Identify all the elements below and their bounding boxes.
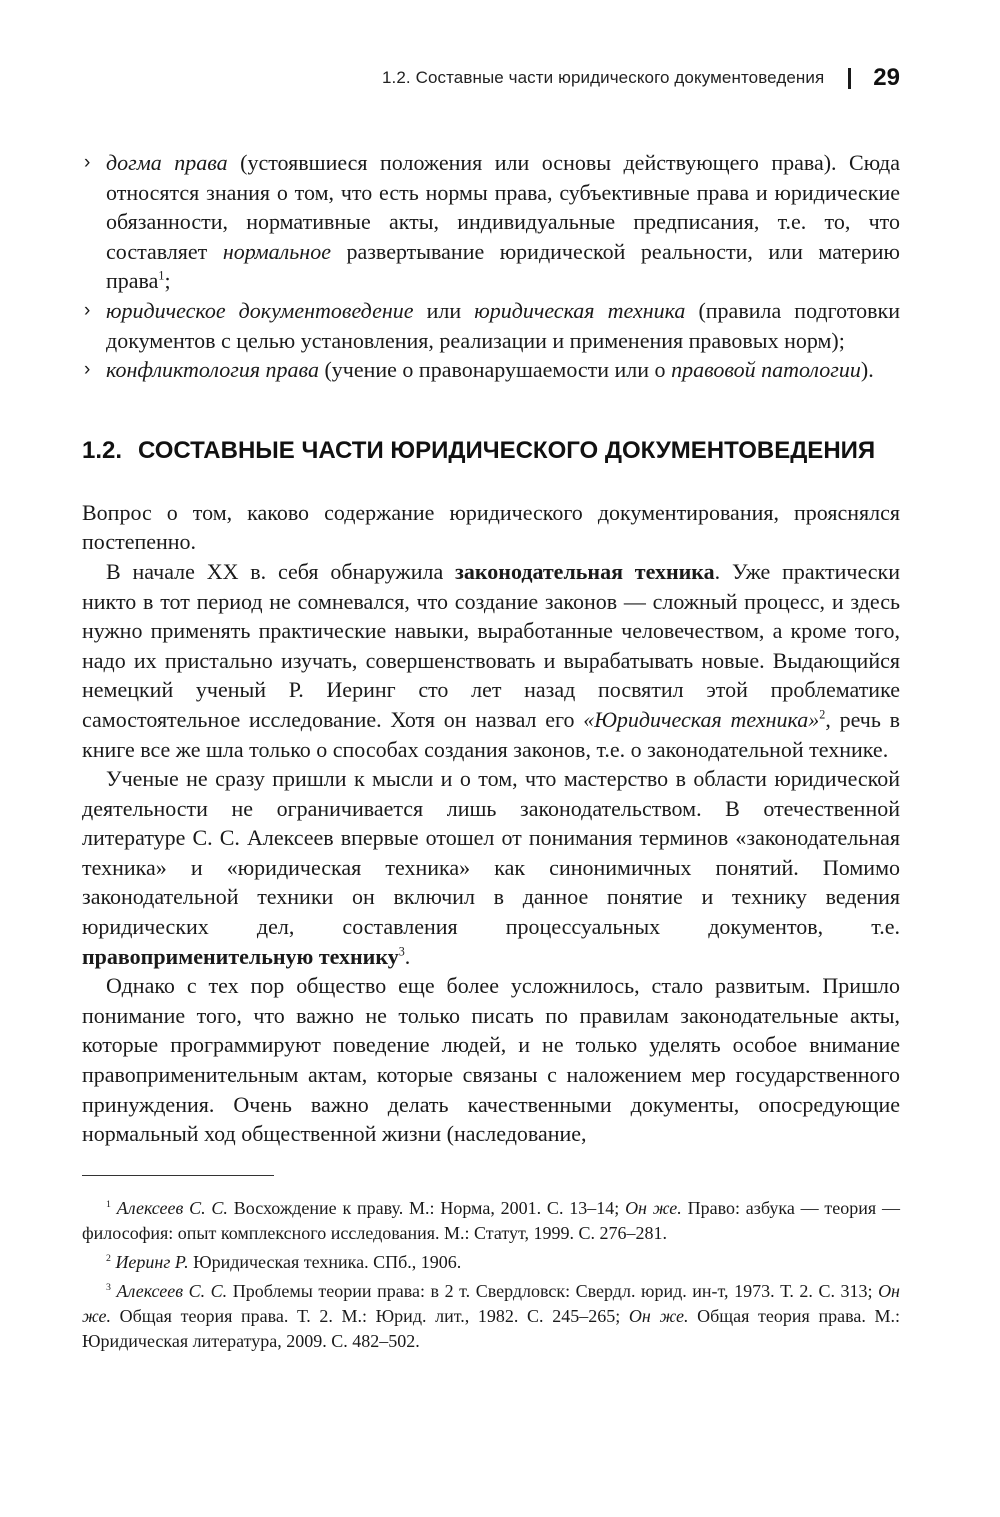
term-italic: конфликтология права [106, 357, 319, 383]
running-head-title: 1.2. Составные части юридического документоведения [382, 68, 825, 87]
list-item [82, 296, 900, 355]
footnote-ref[interactable]: 1 [158, 269, 165, 284]
section-heading [82, 433, 900, 468]
paragraph-text: В начале XX в. себя обнаружила [106, 558, 456, 584]
italic-title: «Юридическая техника» [583, 706, 820, 732]
bullet-marker: › [84, 152, 91, 173]
footnote-text: Право: азбука — теория — философия: опыт комплексного исследования. М.: Статут, 1999. С. 276–281. [82, 1197, 900, 1243]
page-number: 29 [873, 64, 900, 91]
bullet-list [82, 148, 900, 385]
author-italic: Иеринг Р. [115, 1251, 189, 1272]
paragraph-text: . Уже практически никто в тот период не сомневался, что создание законов — сложный процесс, и здесь нужно применять практические навыки, выработанные человечеством, а кроме того, надо их пристально изучать, совершенствовать и вырабатывать новые. Выдающийся немецкий ученый Р. Иеринг сто лет назад посвятил этой проблематике самостоятельное исследование. Хотя он назвал его [82, 558, 901, 732]
footnote-divider [82, 1175, 274, 1176]
term-italic: юридическая техника [474, 297, 686, 323]
term-italic: правовой патологии [671, 357, 861, 383]
footnote-text: Восхождение к праву. М.: Норма, 2001. С. 13–14; [227, 1197, 626, 1218]
footnotes [82, 1196, 900, 1354]
running-head-divider [848, 68, 851, 89]
footnote-number: 2 [106, 1252, 111, 1264]
list-item [82, 148, 900, 296]
item-text: (учение о правонарушаемости или о [318, 357, 672, 383]
bold-term: правоприменительную технику [82, 943, 399, 969]
page-body [82, 148, 900, 1358]
footnote [82, 1279, 900, 1354]
list-item [82, 355, 900, 385]
author-italic: Алексеев С. С. [116, 1197, 228, 1218]
footnote-number: 3 [106, 1281, 111, 1293]
item-text: ). [860, 357, 874, 383]
term-italic: догма права [106, 150, 228, 175]
footnote-ref[interactable]: 2 [819, 707, 826, 722]
paragraph-text: Ученые не сразу пришли к мысли и о том, что мастерство в области юридической деятельности не ограничивается лишь законодательством. В отечественной литературе С. С. Алексеев впервые отошел от понимания терминов «законодательная техника» и «юридическая техника» как синонимичных понятий. Помимо законодательной техники он включил в данное понятие и технику ведения юридических дел, составления процессуальных документов, т.е. [82, 766, 900, 940]
paragraph: Вопрос о том, каково содержание юридического документирования, прояснялся постепенно. [82, 499, 900, 555]
footnote-text: Проблемы теории права: в 2 т. Свердловск: Свердл. юрид. ин-т, 1973. Т. 2. С. 313; [227, 1280, 879, 1301]
term-italic: юридическое документоведение [106, 297, 414, 323]
item-text: (правила подготовки документов с целью установления, реализации и применения правовых норм); [106, 297, 900, 353]
item-text: (устоявшиеся положения или основы действующего права). Сюда относятся знания о том, что есть нормы права, субъективные права и юридические обязанности, нормативные акты, индивидуальные предписания, т.е. то, что составляет [106, 150, 900, 264]
footnote-text: Общая теория права. Т. 2. М.: Юрид. лит., 1982. С. 245–265; [111, 1305, 629, 1326]
item-text: развертывание юридической реальности, или материю права [106, 238, 900, 294]
bullet-marker: › [84, 299, 91, 321]
item-text: ; [164, 268, 171, 294]
item-text: или [413, 297, 475, 323]
paragraph [82, 764, 900, 971]
paragraph: Однако с тех пор общество еще более усложнилось, стало развитым. Пришло понимание того, что важно не только писать по правилам законодательные акты, которые программируют поведение людей, и не только уделять особое внимание правоприменительным актам, которые связаны с наложением мер государственного принуждения. Очень важно делать качественными документы, опосредующие нормальный ход общественной жизни (наследование, [82, 973, 900, 1147]
running-head [382, 58, 900, 98]
footnote-text: Юридическая техника. СПб., 1906. [188, 1251, 462, 1272]
author-italic: Он же. [625, 1197, 682, 1218]
bold-term: законодательная техника [455, 558, 715, 584]
footnote-text: Общая теория права. М.: Юридическая литература, 2009. С. 482–502. [82, 1305, 900, 1351]
footnote-ref[interactable]: 3 [398, 944, 405, 959]
section-number: 1.2. [82, 436, 123, 464]
section-title: СОСТАВНЫЕ ЧАСТИ ЮРИДИЧЕСКОГО ДОКУМЕНТОВЕДЕНИЯ [138, 436, 876, 464]
term-italic: нормальное [222, 238, 331, 264]
paragraph-text: , речь в книге все же шла только о способах создания законов, т.е. о законодательной технике. [82, 706, 900, 762]
paragraph-text: . [404, 943, 411, 969]
paragraph [82, 557, 900, 764]
footnote-number: 1 [106, 1198, 111, 1210]
bullet-marker: › [84, 359, 91, 381]
footnote [82, 1250, 900, 1275]
author-italic: Он же. [82, 1280, 900, 1326]
author-italic: Алексеев С. С. [116, 1280, 228, 1301]
footnote [82, 1196, 900, 1246]
author-italic: Он же. [628, 1305, 689, 1326]
